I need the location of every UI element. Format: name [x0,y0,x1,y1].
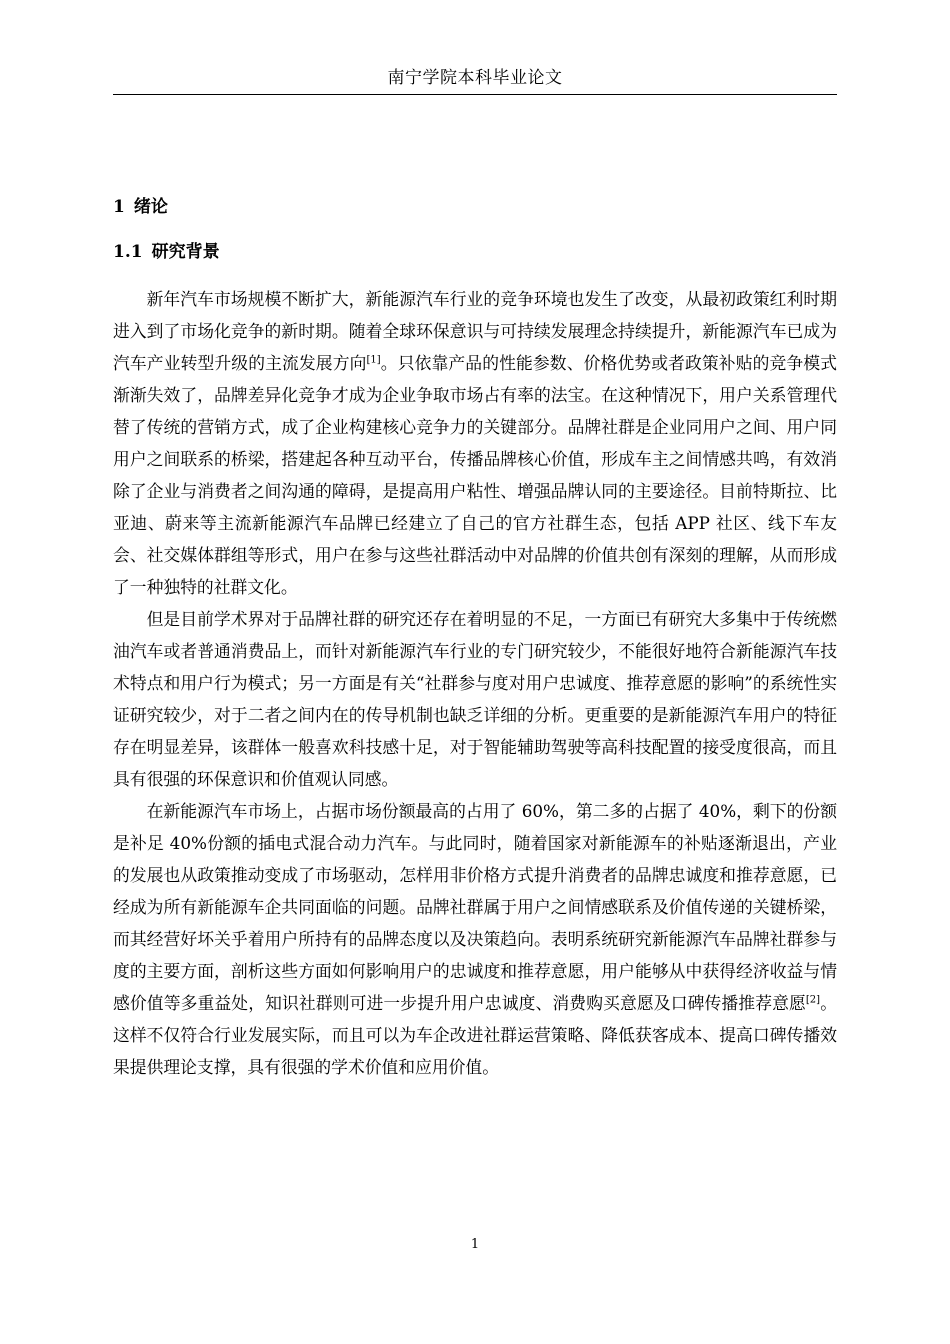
paragraph-2: 但是目前学术界对于品牌社群的研究还存在着明显的不足，一方面已有研究大多集中于传统燃油汽车或者普通消费品上，而针对新能源汽车行业的专门研究较少，不能很好地符合新能源汽车技术特点和用户行为模式；另一方面是有关“社群参与度对用户忠诚度、推荐意愿的影响”的系统性实证研究较少，对于二者之间内在的传导机制也缺乏详细的分析。更重要的是新能源汽车用户的特征存在明显差异，该群体一般喜欢科技感十足，对于智能辅助驾驶等高科技配置的接受度很高，而且具有很强的环保意识和价值观认同感。 [113,609,837,789]
section-title: 研究背景 [151,242,220,262]
running-header: 南宁学院本科毕业论文 [387,68,563,88]
citation-ref-2: [2] [805,994,821,1006]
paragraph-3-text-b: 。这样不仅符合行业发展实际，而且可以为车企改进社群运营策略、降低获客成本、提高口碑传播效果提供理论支撑，具有很强的学术价值和应用价值。 [113,993,837,1077]
citation-ref-1: [1] [366,354,381,366]
paragraph-3-text-a: 在新能源汽车市场上，占据市场份额最高的占用了 60%，第二多的占据了 40%，剩下的份额是补足 40%份额的插电式混合动力汽车。与此同时，随着国家对新能源车的补贴逐渐退出，产业的发展也从政策推动变成了市场驱动，怎样用非价格方式提升消费者的品牌忠诚度和推荐意愿，已经成为所有新能源车企共同面临的问题。品牌社群属于用户之间情感联系及价值传递的关键桥梁，而其经营好坏关乎着用户所持有的品牌态度以及决策趋向。表明系统研究新能源汽车品牌社群参与度的主要方面，剖析这些方面如何影响用户的忠诚度和推荐意愿，用户能够从中获得经济收益与情感价值等多重益处，知识社群则可进一步提升用户忠诚度、消费购买意愿及口碑传播推荐意愿 [113,801,837,1013]
chapter-title: 绪论 [133,197,168,217]
page-number: 1 [470,1237,480,1252]
paragraph-3 [113,795,837,1083]
paragraph-1-text-b: 。只依靠产品的性能参数、价格优势或者政策补贴的竞争模式渐渐失效了，品牌差异化竞争才成为企业争取市场占有率的法宝。在这种情况下，用户关系管理代替了传统的营销方式，成了企业构建核心竞争力的关键部分。品牌社群是企业同用户之间、用户同用户之间联系的桥梁，搭建起各种互动平台，传播品牌核心价值，形成车主之间情感共鸣，有效消除了企业与消费者之间沟通的障碍，是提高用户粘性、增强品牌认同的主要途径。目前特斯拉、比亚迪、蔚来等主流新能源汽车品牌已经建立了自己的官方社群生态，包括 APP 社区、线下车友会、社交媒体群组等形式，用户在参与这些社群活动中对品牌的价值共创有深刻的理解，从而形成了一种独特的社群文化。 [113,353,837,597]
header-rule [113,94,837,95]
section-heading [113,240,220,264]
paragraph-1 [113,283,837,603]
body-text [113,283,837,1083]
chapter-number: 1 [113,197,125,217]
paragraph-1-text-a: 新年汽车市场规模不断扩大，新能源汽车行业的竞争环境也发生了改变，从最初政策红利时期进入到了市场化竞争的新时期。随着全球环保意识与可持续发展理念持续提升，新能源汽车已成为汽车产业转型升级的主流发展方向 [113,289,837,373]
section-number: 1.1 [113,242,143,262]
chapter-heading [113,195,168,219]
